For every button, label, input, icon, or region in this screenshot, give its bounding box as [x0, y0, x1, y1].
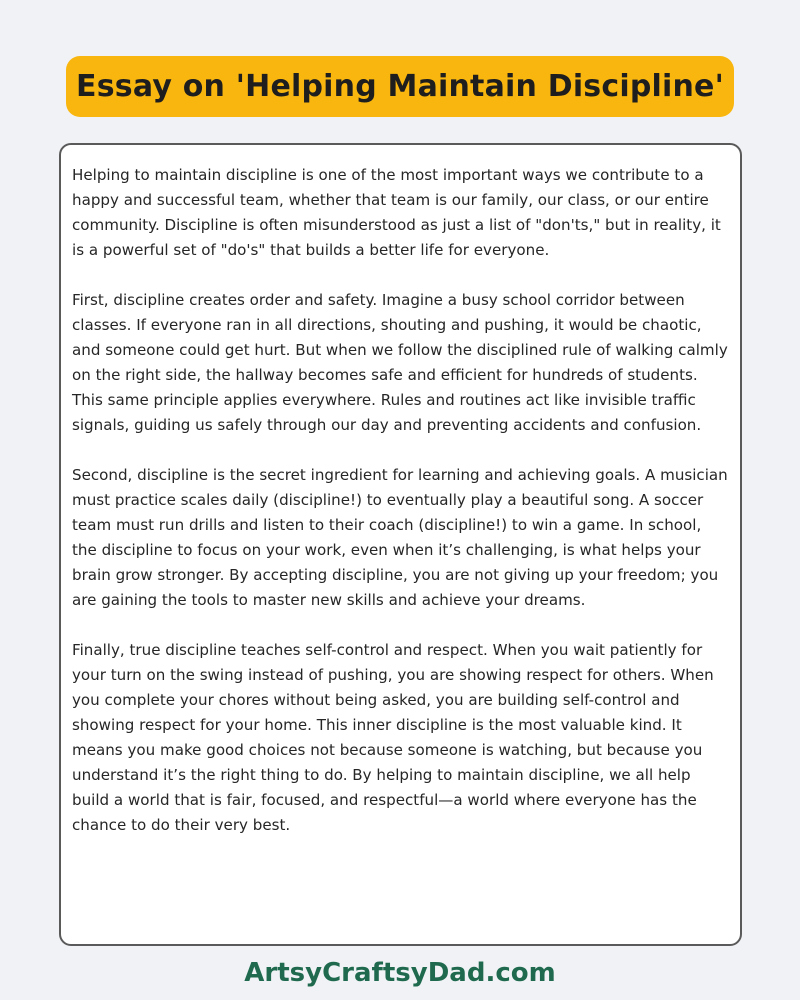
essay-paragraph-learning-and-goals: Second, discipline is the secret ingredient for learning and achieving goals. A musician must practice scales daily (discipline!) to eventually play a beautiful song. A soccer team must run drills and listen to their coach (discipline!) to win a game. In school, the discipline to focus on your work, even when it’s challenging, is what helps your brain grow stronger. By accepting discipline, you are not giving up your freedom; you are gaining the tools to master new skills and achieve your dreams.	[72, 466, 728, 609]
page-title: Essay on 'Helping Maintain Discipline'	[76, 69, 724, 104]
essay-paragraph-self-control: Finally, true discipline teaches self-control and respect. When you wait patiently for your turn on the swing instead of pushing, you are showing respect for others. When you complete your chores without being asked, you are building self-control and showing respect for your home. This inner discipline is the most valuable kind. It means you make good choices not because someone is watching, but because you understand it’s the right thing to do. By helping to maintain discipline, we all help build a world that is fair, focused, and respectful—a world where everyone has the chance to do their very best.	[72, 641, 714, 834]
website-credit: ArtsyCraftsyDad.com	[244, 958, 556, 988]
essay-box	[59, 143, 742, 946]
essay-paragraph-intro: Helping to maintain discipline is one of the most important ways we contribute to a happy and successful team, whether that team is our family, our class, or our entire community. Discipline is often misunderstood as just a list of "don'ts," but in reality, it is a powerful set of "do's" that builds a better life for everyone.	[72, 166, 721, 259]
title-banner	[66, 56, 734, 117]
essay-paragraph-order-and-safety: First, discipline creates order and safety. Imagine a busy school corridor between classes. If everyone ran in all directions, shouting and pushing, it would be chaotic, and someone could get hurt. But when we follow the disciplined rule of walking calmly on the right side, the hallway becomes safe and efficient for hundreds of students. This same principle applies everywhere. Rules and routines act like invisible traffic signals, guiding us safely through our day and preventing accidents and confusion.	[72, 291, 728, 434]
